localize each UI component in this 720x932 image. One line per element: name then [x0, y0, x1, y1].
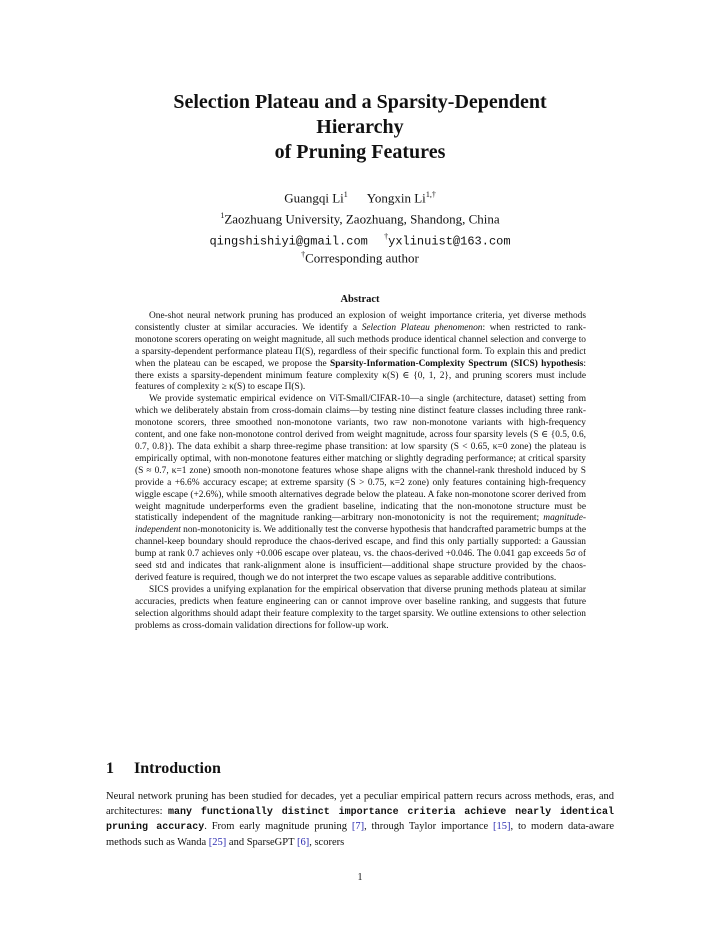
section-number: 1	[106, 760, 114, 777]
intro-text-a: Neural network pruning has been studied for decades, yet a peculiar empirical pattern recurs across methods, eras, and architectures:	[106, 791, 614, 817]
affiliation-mark: 1	[220, 211, 225, 220]
email-1[interactable]: qingshishiyi@gmail.com	[209, 234, 368, 249]
intro-text-e: and SparseGPT	[226, 836, 297, 848]
email-2-mark: †	[384, 232, 389, 241]
author-1: Guangqi Li	[284, 190, 344, 206]
intro-text-f: , scorers	[309, 836, 345, 848]
abstract-p1-text-b: : when restricted to rank-monotone scorers operating on weight magnitude, all such methods produce identical channel selection and converge to a sparsity-dependent performance plateau Π(S), regardless of their specific functional form. To explain this and predict when the plateau can be escaped, we propose the	[135, 322, 586, 369]
author-2: Yongxin Li	[366, 190, 426, 206]
email-2[interactable]: yxlinuist@163.com	[388, 234, 511, 249]
citation-link[interactable]: [6]	[296, 836, 310, 848]
abstract-p2-term: magnitude-independent	[135, 513, 586, 536]
abstract-paragraph-1	[135, 311, 586, 394]
citation-link[interactable]: [7]	[351, 821, 365, 832]
abstract-p1-text-a: One-shot neural network pruning has produced an explosion of weight importance criteria, yet diverse methods consistently cluster at similar accuracies. We identify a	[135, 311, 586, 333]
arxiv-sidebar-stamp	[14, 262, 50, 674]
author-2-affil: 1,†	[425, 190, 436, 199]
abstract-heading: Abstract	[340, 294, 380, 305]
intro-bold-claim: many functionally distinct importance criteria achieve nearly identical pruning accuracy	[106, 806, 614, 833]
section-heading-introduction	[106, 760, 221, 778]
citation-link[interactable]: [25]	[208, 836, 227, 848]
abstract-body	[135, 311, 586, 632]
citation-link[interactable]: [15]	[493, 821, 511, 832]
section-title: Introduction	[134, 760, 221, 777]
abstract-p1-sics: Sparsity-Information-Complexity Spectrum (SICS) hypothesis	[330, 358, 584, 369]
author-1-affil: 1	[343, 190, 348, 199]
affiliation-text: Zaozhuang University, Zaozhuang, Shandong, China	[224, 211, 500, 227]
abstract-p1-text-c: : there exists a sparsity-dependent minimum feature complexity κ(S) ∈ {0, 1, 2}, and pruning scorers must include features of complexity ≥ κ(S) to escape Π(S).	[135, 358, 586, 393]
abstract-p1-term: Selection Plateau phenomenon	[361, 322, 483, 333]
affiliation	[110, 211, 610, 227]
paper-title	[110, 90, 610, 165]
abstract-paragraph-3: SICS provides a unifying explanation for the empirical observation that diverse pruning methods plateau at similar accuracies, predicts when feature engineering can or cannot improve over baseline ranking, and suggests that future selection algorithms should adapt their feature complexity to the target sparsity. We outline extensions to other selection problems as cross-domain validation directions for follow-up work.	[135, 584, 586, 631]
title-line-2: Hierarchy	[316, 116, 404, 138]
introduction-paragraph	[106, 790, 614, 850]
abstract-p2-text-b: non-monotonicity is. We additionally test the converse hypothesis that handcrafted parametric bumps at the channel-keep boundary should reproduce the chaos-derived escape, and find this only partially supported: a Gaussian bump at rank 0.7 achieves only +0.006 escape over plateau, vs. the chaos-derived +0.046. The 0.041 gap exceeds 5σ of seed std and indicates that rank-alignment alone is insufficient—additional shape structure provided by the chaos-derived feature is required, though we do not interpret the two escape values as separable additive contributions.	[135, 525, 586, 583]
intro-text-b: . From early magnitude pruning	[204, 821, 352, 832]
emails	[110, 232, 610, 248]
corresponding-mark: †	[301, 250, 306, 259]
abstract-paragraph-2	[135, 394, 586, 585]
intro-text-c: , through Taylor importance	[364, 821, 494, 832]
intro-text-d: , to modern data-aware methods such as Wanda	[106, 821, 614, 848]
author-list	[110, 190, 610, 206]
page-number: 1	[357, 872, 363, 883]
corresponding-note	[110, 250, 610, 266]
title-line-3: of Pruning Features	[274, 141, 446, 163]
title-line-1: Selection Plateau and a Sparsity-Dependent	[173, 91, 547, 113]
corresponding-text: Corresponding author	[305, 250, 419, 266]
abstract-p2-text-a: We provide systematic empirical evidence on ViT-Small/CIFAR-10—a single (architecture, dataset) setting from which we deliberately abstain from cross-domain claims—by testing nine distinct feature classes including three rank-monotone scorers, three smoothed non-monotone variants, two raw non-monotone variants with high-frequency content, and one fake non-monotone control derived from weight magnitude, across four sparsity levels (S ∈ {0.5, 0.6, 0.7, 0.8}). The data exhibit a sharp three-regime phase transition: at low sparsity (S < 0.65, κ=0 zone) the plateau is empirically optimal, with non-monotone features either matching or slightly degrading performance; at critical sparsity (S ≈ 0.7, κ=1 zone) smooth non-monotone features whose shape aligns with the channel-rank threshold induced by S provide a +6.6% accuracy escape; at extreme sparsity (S > 0.75, κ=2 zone) only features containing high-frequency wiggle escape (+2.6%), while smooth alternatives degrade below the plateau. A fake non-monotone scorer derived from weight magnitude underperforms even the gradient baseline, indicating that the non-monotone structure must be statistically independent of the magnitude ranking—arbitrary non-monotonicity is not the requirement;	[135, 394, 586, 524]
